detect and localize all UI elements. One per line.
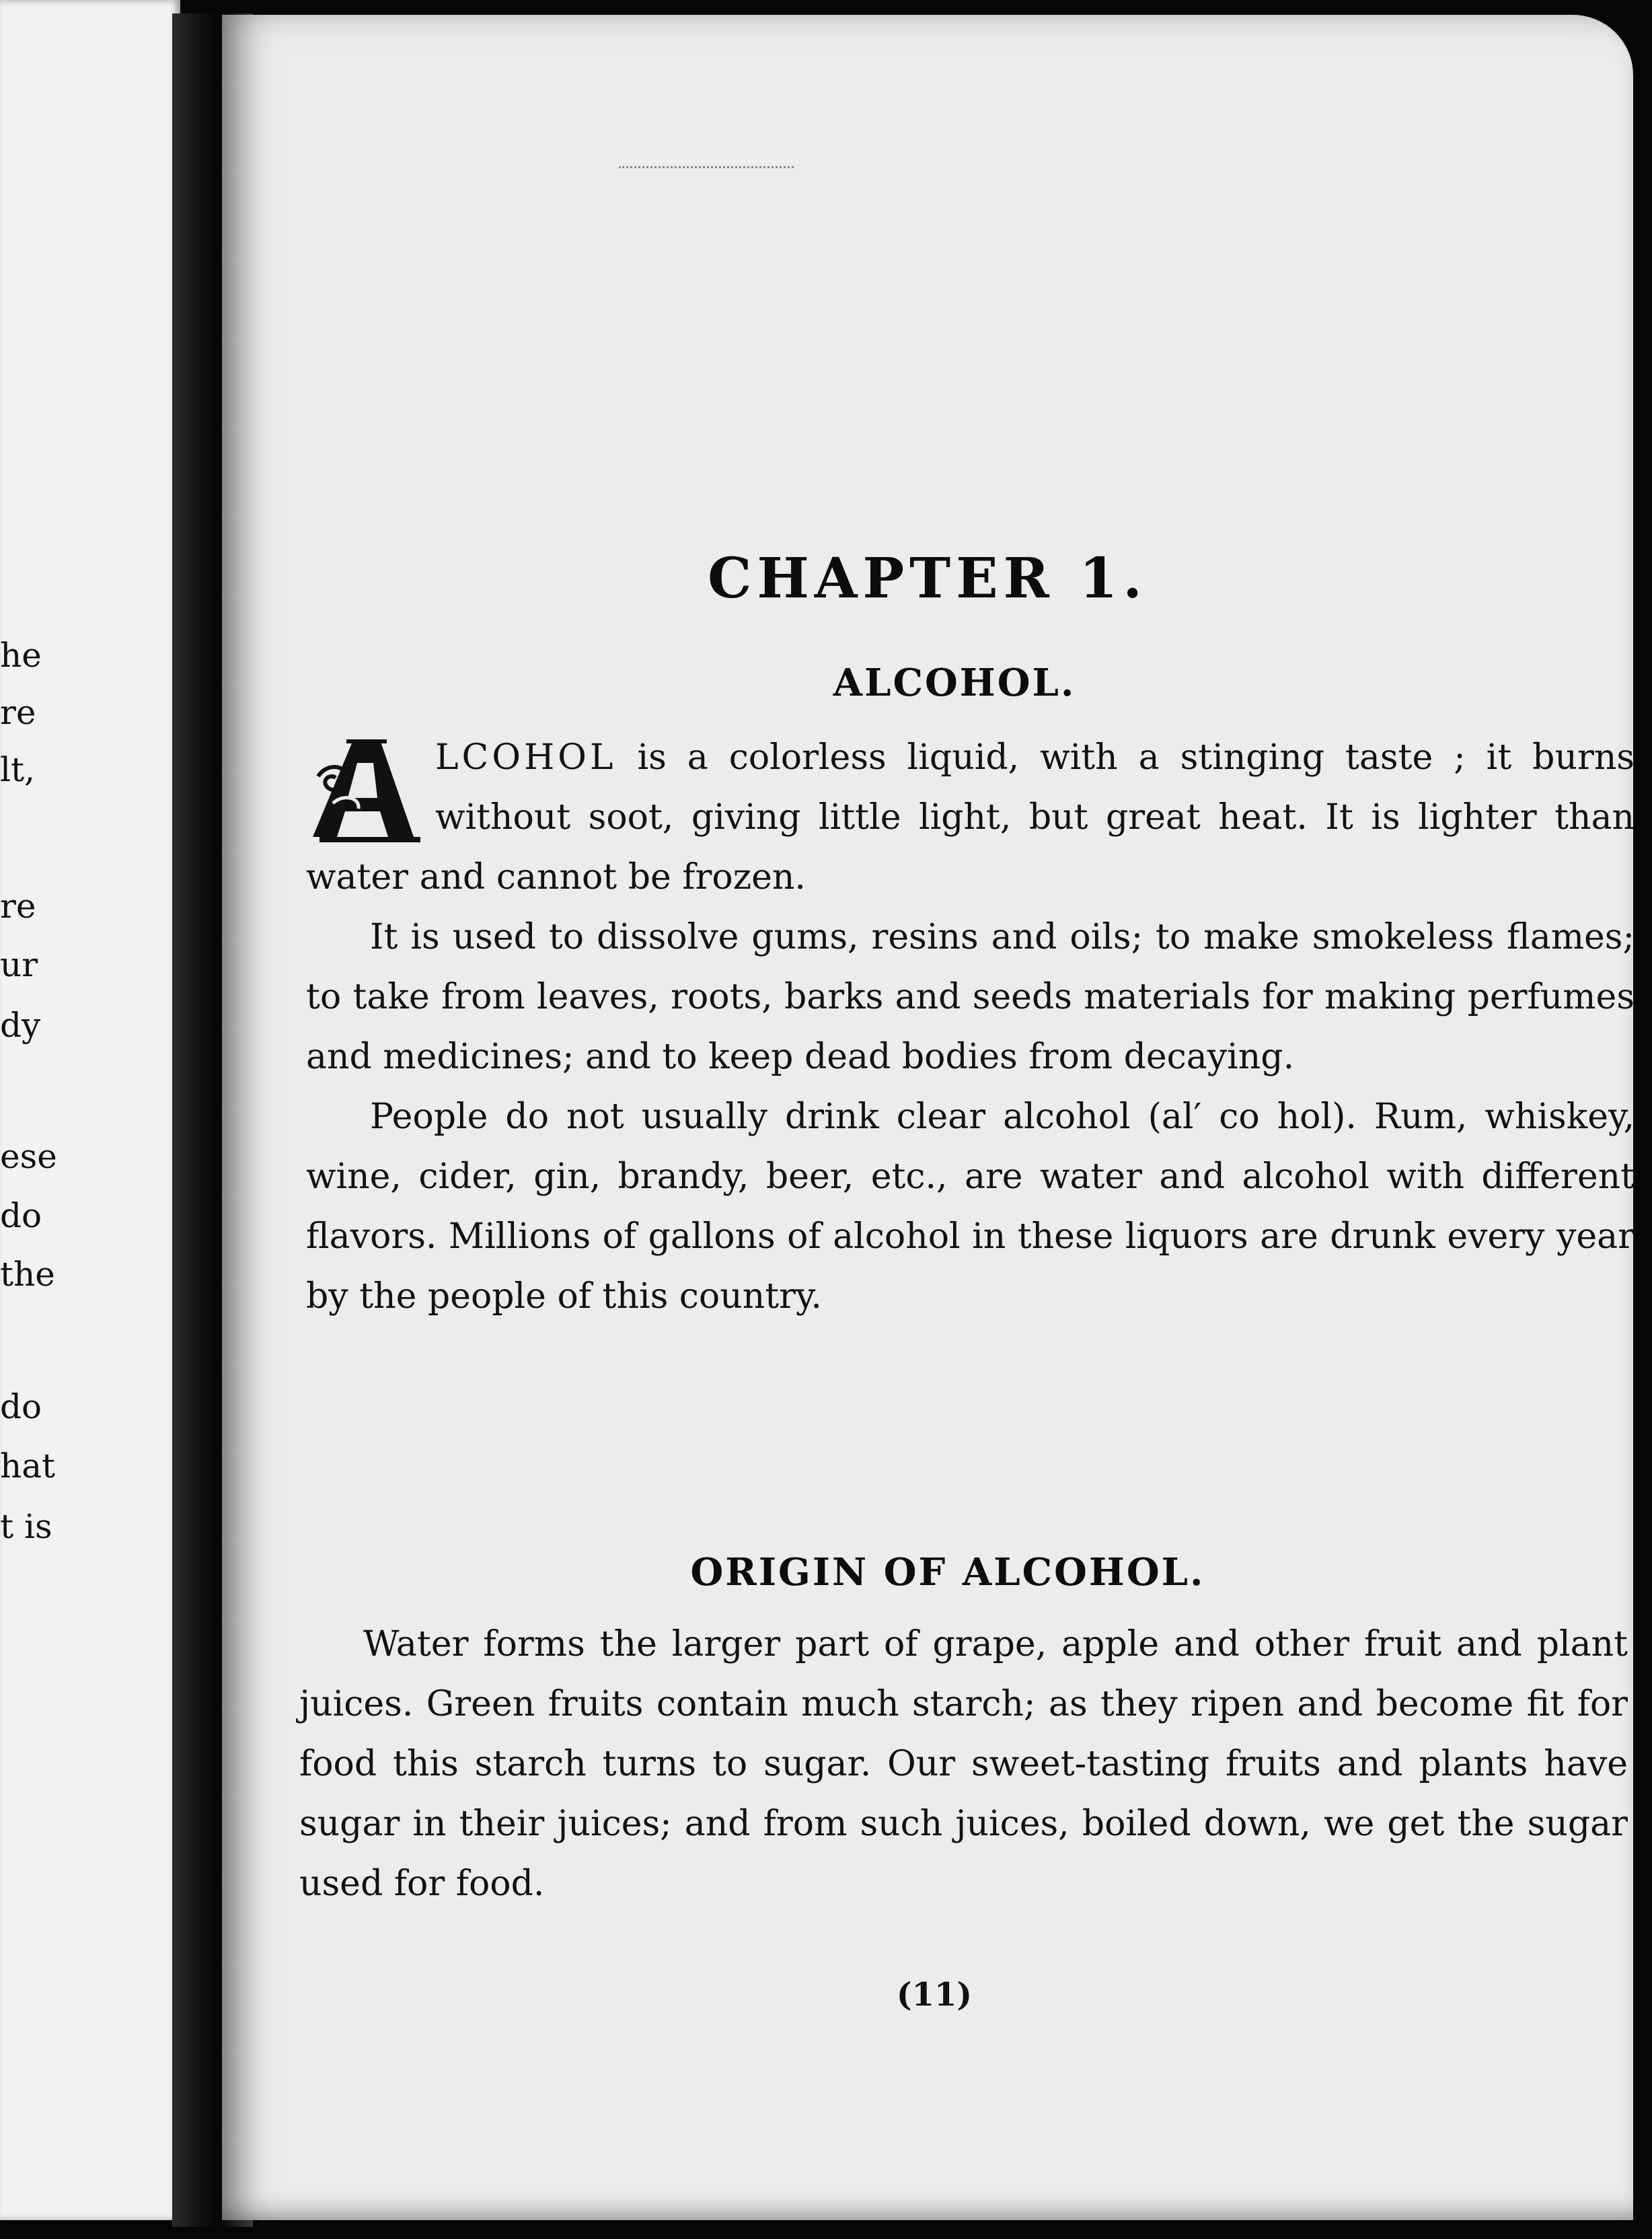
drop-cap-first-word: LCOHOL	[435, 737, 617, 778]
left-page-fragment: ese	[0, 1137, 57, 1176]
section-heading-origin: ORIGIN OF ALCOHOL.	[690, 1550, 1205, 1594]
decorated-drop-cap	[306, 736, 420, 844]
left-page-fragment: re	[0, 693, 36, 732]
section-heading-alcohol: ALCOHOL.	[833, 661, 1076, 705]
drop-cap-a-icon	[306, 736, 420, 844]
paragraph: It is used to dissolve gums, resins and oils; to make smokeless flames; to take from leaves, roots, barks and seeds materials for making perfumes and medicines; and to keep dead bodies from decaying.	[306, 917, 1635, 1077]
section-origin-body	[299, 1615, 1628, 1914]
paragraph	[306, 728, 1635, 908]
left-page-fragment: lt,	[0, 750, 35, 789]
left-page-fragment: dy	[0, 1006, 41, 1045]
paragraph-text: is a colorless liquid, with a stinging taste ; it burns without soot, giving little light, but great heat. It is lighter than water and cannot be frozen.	[306, 737, 1635, 897]
left-page-fragment: t is	[0, 1507, 52, 1546]
section-alcohol-body	[306, 728, 1635, 1327]
left-page-fragment: do	[0, 1196, 42, 1235]
book-page	[222, 15, 1633, 2220]
paragraph: People do not usually drink clear alcohol (al′ co hol). Rum, whiskey, wine, cider, gin, brandy, beer, etc., are water and alcohol with different flavors. Millions of gallons of alcohol in these liquors are drunk every year by the people of this country.	[306, 1097, 1635, 1317]
left-page-fragment: ur	[0, 945, 38, 984]
left-page-fragment: the	[0, 1255, 55, 1294]
left-page-fragment: re	[0, 887, 36, 926]
chapter-title: CHAPTER 1.	[708, 546, 1148, 611]
left-page-fragment: he	[0, 636, 42, 675]
print-speckle	[619, 166, 794, 171]
page-number: (11)	[896, 1976, 973, 2014]
left-page-fragment: do	[0, 1387, 42, 1426]
previous-page-edge	[0, 0, 180, 2220]
paragraph: Water forms the larger part of grape, apple and other fruit and plant juices. Green fruits contain much starch; as they ripen and become fit for food this starch turns to sugar. Our sweet-tasting fruits and plants have sugar in their juices; and from such juices, boiled down, we get the sugar used for food.	[299, 1624, 1628, 1904]
left-page-fragment: hat	[0, 1446, 56, 1485]
